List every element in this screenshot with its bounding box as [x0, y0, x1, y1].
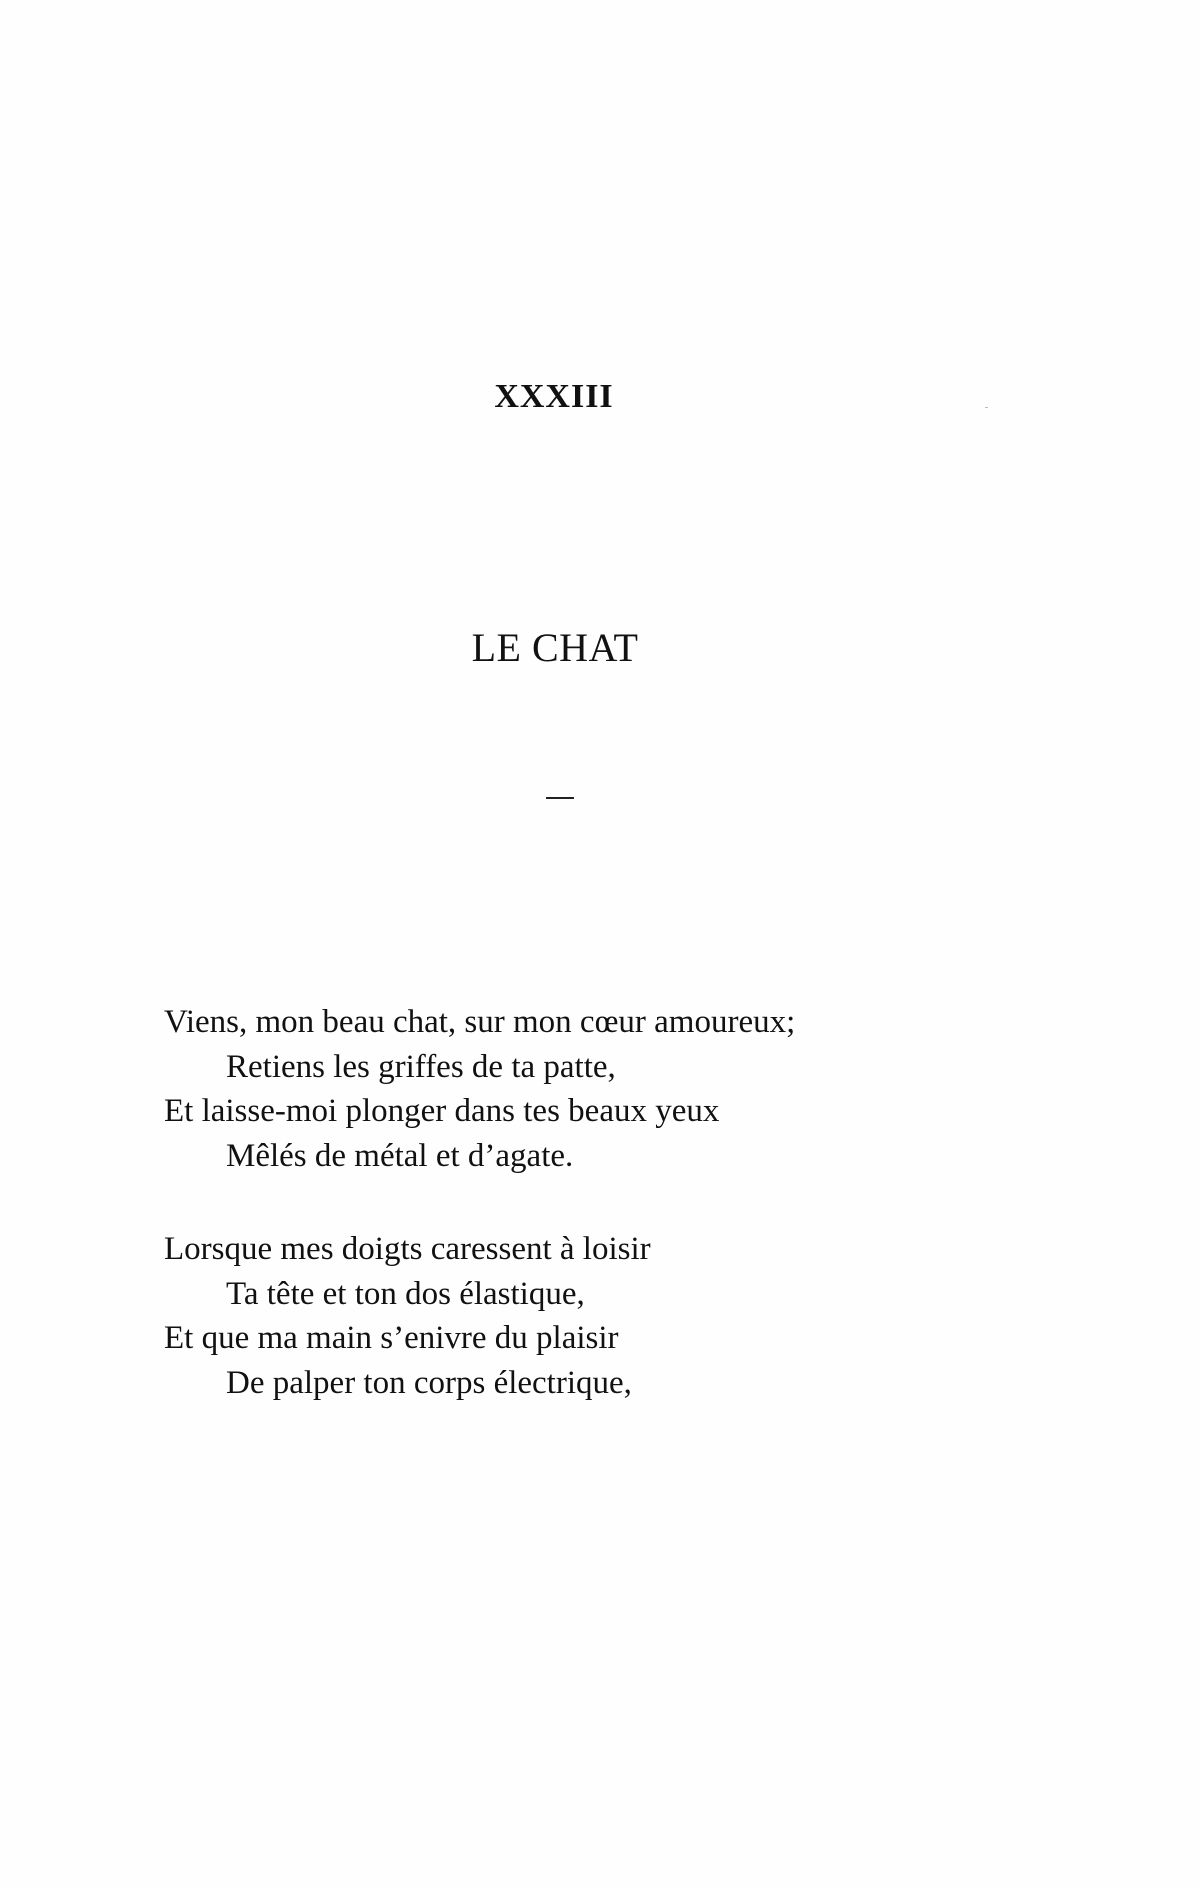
verse-line: Mêlés de métal et d’agate. [226, 1137, 574, 1174]
verse-line: Retiens les griffes de ta patte, [226, 1048, 616, 1085]
verse-line: Viens, mon beau chat, sur mon cœur amoureux; [164, 1004, 796, 1040]
stanza-2 [164, 1227, 651, 1405]
verse-line: Et laisse-moi plonger dans tes beaux yeux [164, 1093, 720, 1129]
poem-title: LE CHAT [471, 625, 639, 670]
poem-number: XXXIII [494, 378, 614, 415]
stanza-1 [164, 1000, 795, 1178]
verse-line: Ta tête et ton dos élastique, [226, 1275, 585, 1312]
paper-speck [985, 407, 988, 408]
verse-line: Lorsque mes doigts caressent à loisir [164, 1231, 651, 1267]
title-separator-rule [546, 797, 574, 799]
verse-line: Et que ma main s’enivre du plaisir [164, 1320, 619, 1356]
verse-line: De palper ton corps électrique, [226, 1364, 632, 1401]
